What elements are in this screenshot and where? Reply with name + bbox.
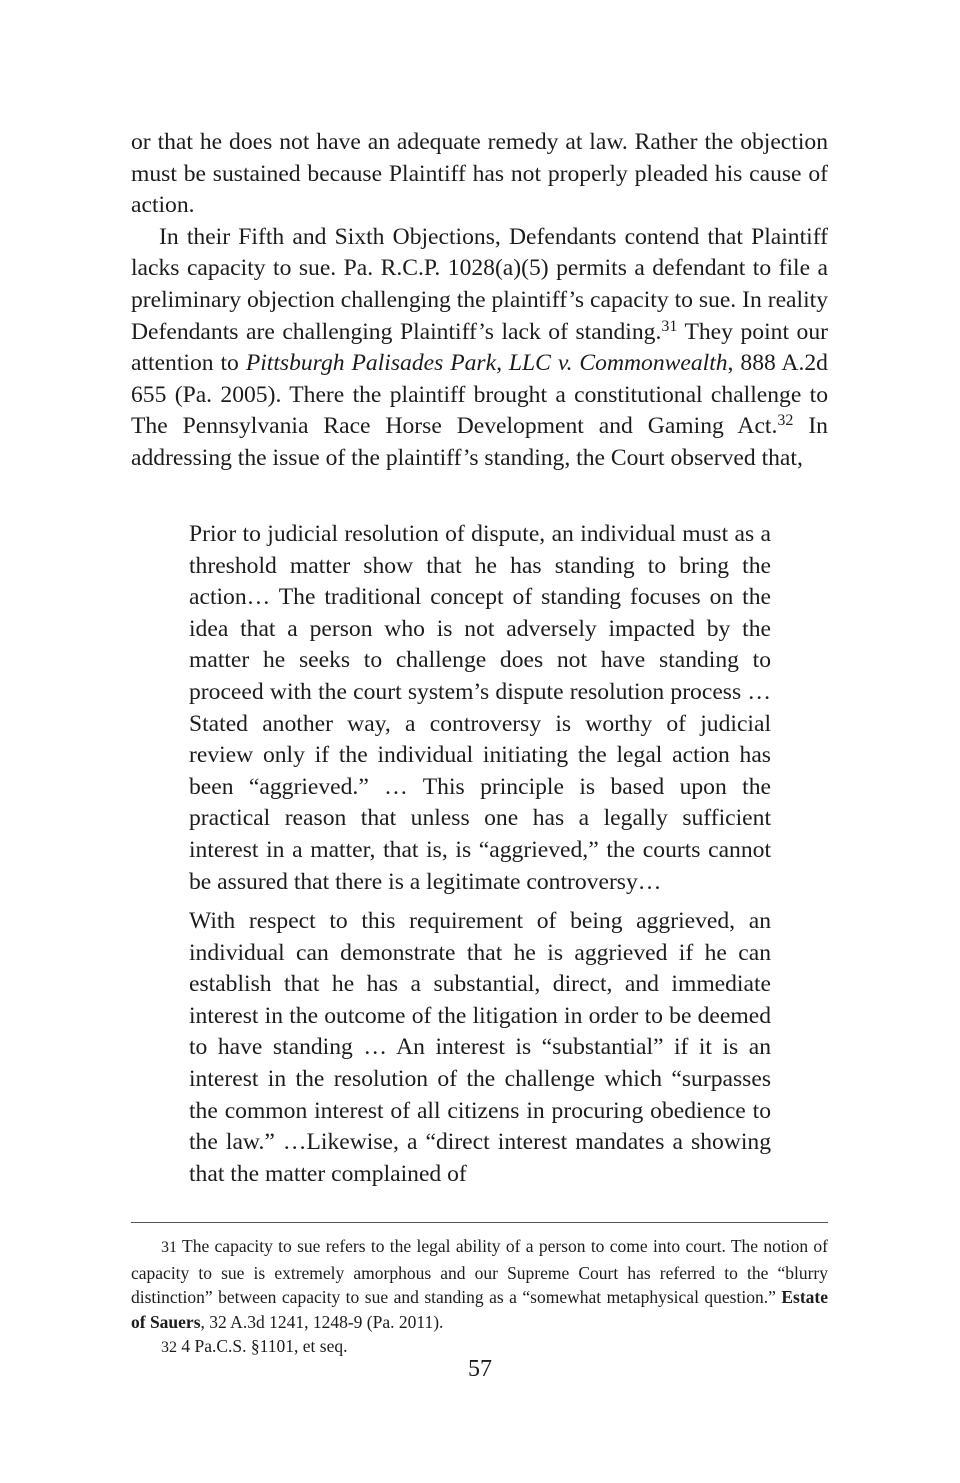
footnote-text: 4 Pa.C.S. §1101, et seq. — [177, 1336, 348, 1357]
footnote-citation: Estate of Sauers — [131, 1287, 828, 1332]
paragraph-text: or that he does not have an adequate remedy at law. Rather the objection must be sustained because Plaintiff has not properly pleaded his cause of action. — [131, 129, 828, 219]
footnote-number: 32 — [161, 1339, 177, 1357]
footnote-reference-31: 31 — [661, 317, 678, 335]
body-text — [131, 127, 828, 475]
block-quote-2: With respect to this requirement of being aggrieved, an individual can demonstrate that he is aggrieved if he can establish that he has a substantial, direct, and immediate interest in the outcome of the litigation in order to be deemed to have standing … An interest is “substantial” if it is an interest in the resolution of the challenge which “surpasses the common interest of all citizens in procuring obedience to the law.” …Likewise, a “direct interest mandates a showing that the matter complained of — [189, 908, 771, 1187]
paragraph-text: They point our attention to — [131, 318, 828, 377]
block-quote-1: Prior to judicial resolution of dispute, an individual must as a threshold matter show that he has standing to bring the action… The traditional concept of standing focuses on the idea that a person who is not adversely impacted by the matter he seeks to challenge does not have standing to proceed with the court system’s dispute resolution process … Stated another way, a controversy is worthy of judicial review only if the individual initiating the legal action has been “aggrieved.” … This principle is based upon the practical reason that unless one has a legally sufficient interest in a matter, that is, is “aggrieved,” the courts cannot be assured that there is a legitimate controversy… — [189, 521, 771, 895]
footnote-reference-32: 32 — [777, 412, 794, 430]
paragraph-text: In their Fifth and Sixth Objections, Defendants contend that Plaintiff lacks capacity to sue. Pa. R.C.P. 1028(a)(5) permits a defendant to file a preliminary objection challenging the plaintiff’s capacity to sue. In reality Defendants are challenging Plaintiff’s lack of standing. — [131, 223, 828, 345]
footnote-text: The capacity to sue refers to the legal ability of a person to come into court. The notion of capacity to sue is extremely amorphous and our Supreme Court has referred to the “blurry distinction” between capacity to sue and standing as a “somewhat metaphysical question.” — [131, 1236, 828, 1308]
paragraph-continuation — [131, 127, 828, 222]
footnote-citation-rest: , 32 A.3d 1241, 1248-9 (Pa. 2011). — [200, 1311, 444, 1332]
paragraph-text: , 888 A.2d 655 (Pa. 2005). There the plaintiff brought a constitutional challenge to The Pennsylvania Race Horse Development and Gaming Act. — [131, 350, 828, 440]
paragraph-standing — [131, 222, 828, 475]
paragraph-text: In addressing the issue of the plaintiff’s standing, the Court observed that, — [131, 413, 828, 471]
case-name: Pittsburgh Palisades Park, LLC v. Commonwealth — [245, 350, 728, 377]
footnote-divider — [131, 1222, 828, 1223]
footnote-31 — [131, 1234, 828, 1334]
footnote-number: 31 — [161, 1239, 177, 1256]
page-number: 57 — [468, 1356, 492, 1382]
footnotes — [131, 1234, 828, 1361]
